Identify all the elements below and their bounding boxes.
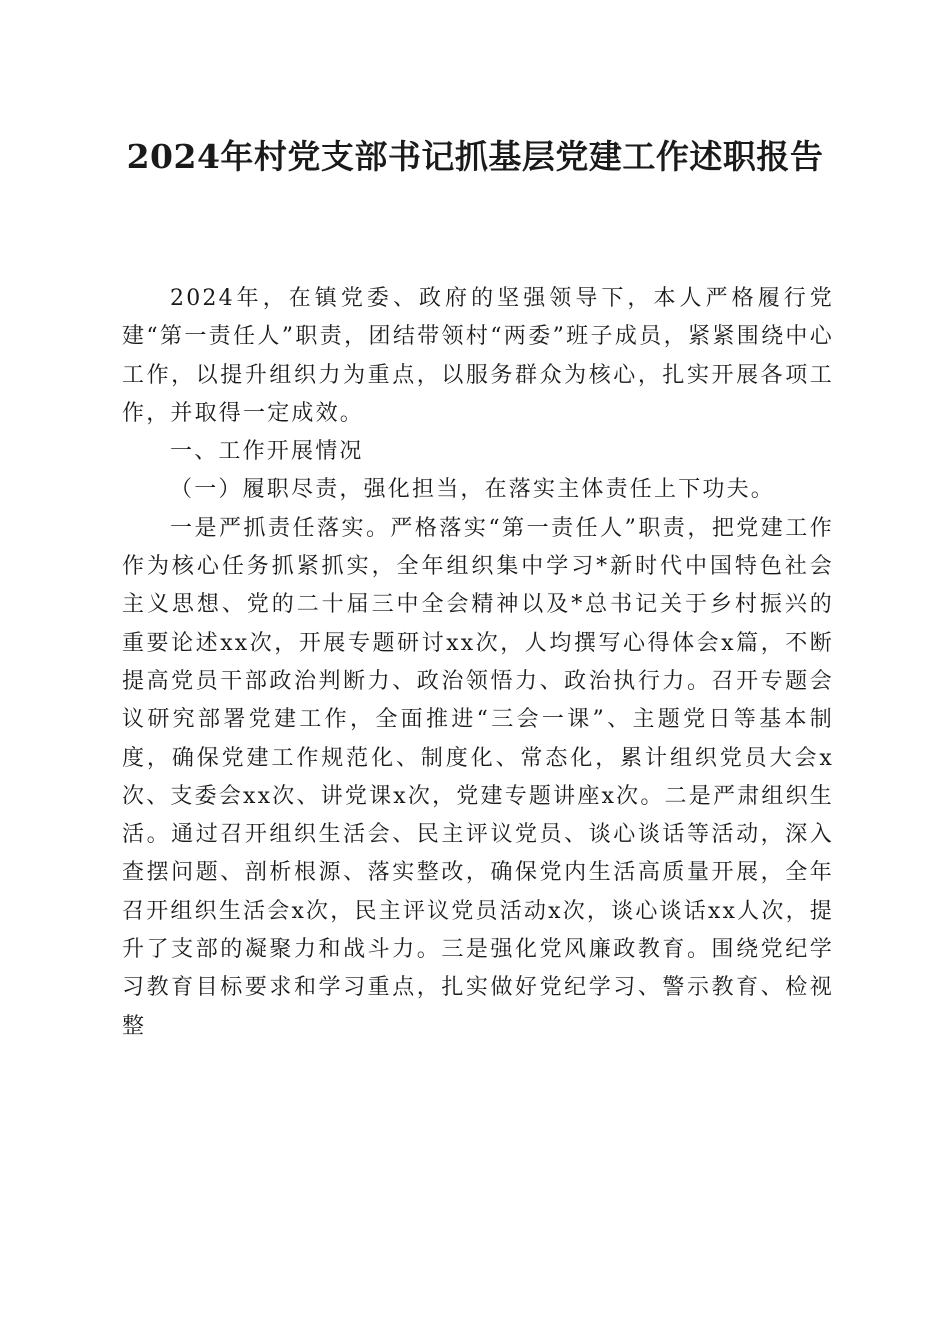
section-heading: 一、工作开展情况 — [170, 439, 364, 465]
document-title: 2024年村党支部书记抓基层党建工作述职报告 — [126, 137, 824, 176]
body-paragraph: 一是严抓责任落实。严格落实“第一责任人”职责，把党建工作作为核心任务抓紧抓实，全年组织集中学习*新时代中国特色社会主义思想、党的二十届三中全会精神以及*总书记关于乡村振兴的重要论述xx次，开展专题研讨xx次，人均撰写心得体会x篇，不断提高党员干部政治判断力、政治领悟力、政治执行力。召开专题会议研究部署党建工作，全面推进“三会一课”、主题党日等基本制度，确保党建工作规范化、制度化、常态化，累计组织党员大会x次、支委会xx次、讲党课x次，党建专题讲座x次。二是严肃组织生活。通过召开组织生活会、民主评议党员、谈心谈话等活动，深入查摆问题、剖析根源、落实整改，确保党内生活高质量开展，全年召开组织生活会x次，民主评议党员活动x次，谈心谈话xx人次，提升了支部的凝聚力和战斗力。三是强化党风廉政教育。围绕党纪学习教育目标要求和学习重点，扎实做好党纪学习、警示教育、检视整 — [122, 515, 834, 1039]
subsection-heading: （一）履职尽责，强化担当，在落实主体责任上下功夫。 — [170, 477, 776, 503]
intro-paragraph: 2024年，在镇党委、政府的坚强领导下，本人严格履行党建“第一责任人”职责，团结带领村“两委”班子成员，紧紧围绕中心工作，以提升组织力为重点，以服务群众为核心，扎实开展各项工作，并取得一定成效。 — [122, 286, 834, 426]
document-body — [122, 280, 834, 1046]
